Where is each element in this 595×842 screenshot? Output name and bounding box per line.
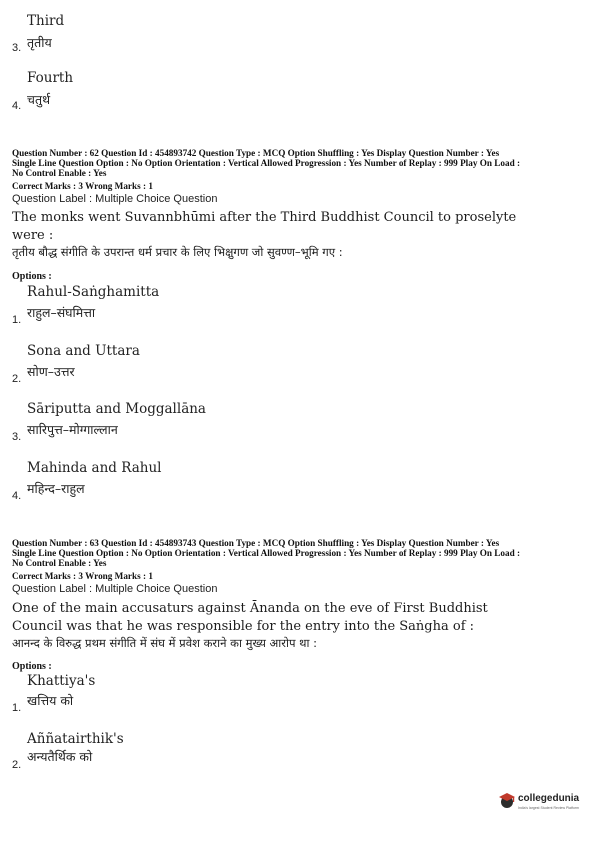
q63-question-text-line1: One of the main accusaturs against Ānanda on the eve of First Buddhist xyxy=(12,601,488,616)
q62-question-text-line1: The monks went Suvannbhūmi after the Third Buddhist Council to proselyte xyxy=(12,210,517,225)
q63-option-1-number: 1. xyxy=(12,702,22,714)
q63-option-2-hindi: अन्यतैर्थिक को xyxy=(27,749,93,764)
q63-meta-line3: No Control Enable : Yes xyxy=(12,558,107,568)
logo-tagline: India's largest Student Review Platform xyxy=(518,806,579,810)
q62-option-4-hindi: महिन्द–राहुल xyxy=(27,481,85,496)
option-3-number: 3. xyxy=(12,42,22,54)
q63-question-text-line2: Council was that he was responsible for the entry into the Saṅgha of : xyxy=(12,619,475,634)
graduation-cap-icon xyxy=(498,791,516,809)
q62-question-label: Question Label : Multiple Choice Question xyxy=(12,193,218,205)
q63-meta-line1: Question Number : 63 Question Id : 454893743 Question Type : MCQ Option Shuffling : Yes Display Question Number : Yes xyxy=(12,538,500,548)
q62-meta-line3: No Control Enable : Yes xyxy=(12,168,107,178)
q62-meta-line1: Question Number : 62 Question Id : 454893742 Question Type : MCQ Option Shuffling : Yes Display Question Number : Yes xyxy=(12,148,500,158)
q62-question-hindi: तृतीय बौद्ध संगीति के उपरान्त धर्म प्रचार के लिए भिक्षुगण जो सुवण्ण–भूमि गए : xyxy=(12,245,343,259)
q63-meta-line2: Single Line Question Option : No Option Orientation : Vertical Allowed Progression : Yes Number of Replay : 999 Play On Load : xyxy=(12,548,521,558)
collegedunia-logo xyxy=(498,789,588,815)
q62-option-2-label: Sona and Uttara xyxy=(27,343,140,359)
option-3-label: Third xyxy=(27,13,65,29)
q62-option-4-label: Mahinda and Rahul xyxy=(27,460,162,476)
q62-option-1-number: 1. xyxy=(12,314,22,326)
option-3-hindi: तृतीय xyxy=(27,35,52,50)
q62-option-3-number: 3. xyxy=(12,431,22,443)
q62-question-text-line2: were : xyxy=(12,228,54,243)
q62-option-1-label: Rahul-Saṅghamitta xyxy=(27,284,160,300)
q63-options-heading: Options : xyxy=(12,661,52,672)
q62-meta-line2: Single Line Question Option : No Option Orientation : Vertical Allowed Progression : Yes Number of Replay : 999 Play On Load : xyxy=(12,158,521,168)
q63-question-hindi: आनन्द के विरुद्ध प्रथम संगीति में संघ में प्रवेश कराने का मुख्य आरोप था : xyxy=(12,636,318,650)
q62-option-1-hindi: राहुल–संघमित्ता xyxy=(27,305,96,320)
q63-marks: Correct Marks : 3 Wrong Marks : 1 xyxy=(12,571,153,581)
option-4-label: Fourth xyxy=(27,70,74,86)
q62-option-2-hindi: सोण–उत्तर xyxy=(27,364,75,379)
option-4-hindi: चतुर्थ xyxy=(27,92,51,107)
q62-option-4-number: 4. xyxy=(12,490,22,502)
q62-option-3-label: Sāriputta and Moggallāna xyxy=(27,401,206,417)
q62-option-3-hindi: सारिपुत्त–मोग्गाल्लान xyxy=(27,422,118,437)
q62-options-heading: Options : xyxy=(12,271,52,282)
q63-option-2-label: Aññatairthik's xyxy=(27,731,124,747)
q63-option-1-hindi: खत्तिय को xyxy=(27,693,74,708)
logo-name: collegedunia xyxy=(518,793,580,804)
option-4-number: 4. xyxy=(12,100,22,112)
q62-option-2-number: 2. xyxy=(12,373,22,385)
q63-option-1-label: Khattiya's xyxy=(27,673,96,689)
q62-marks: Correct Marks : 3 Wrong Marks : 1 xyxy=(12,181,153,191)
q63-question-label: Question Label : Multiple Choice Question xyxy=(12,583,218,595)
q63-option-2-number: 2. xyxy=(12,759,22,771)
